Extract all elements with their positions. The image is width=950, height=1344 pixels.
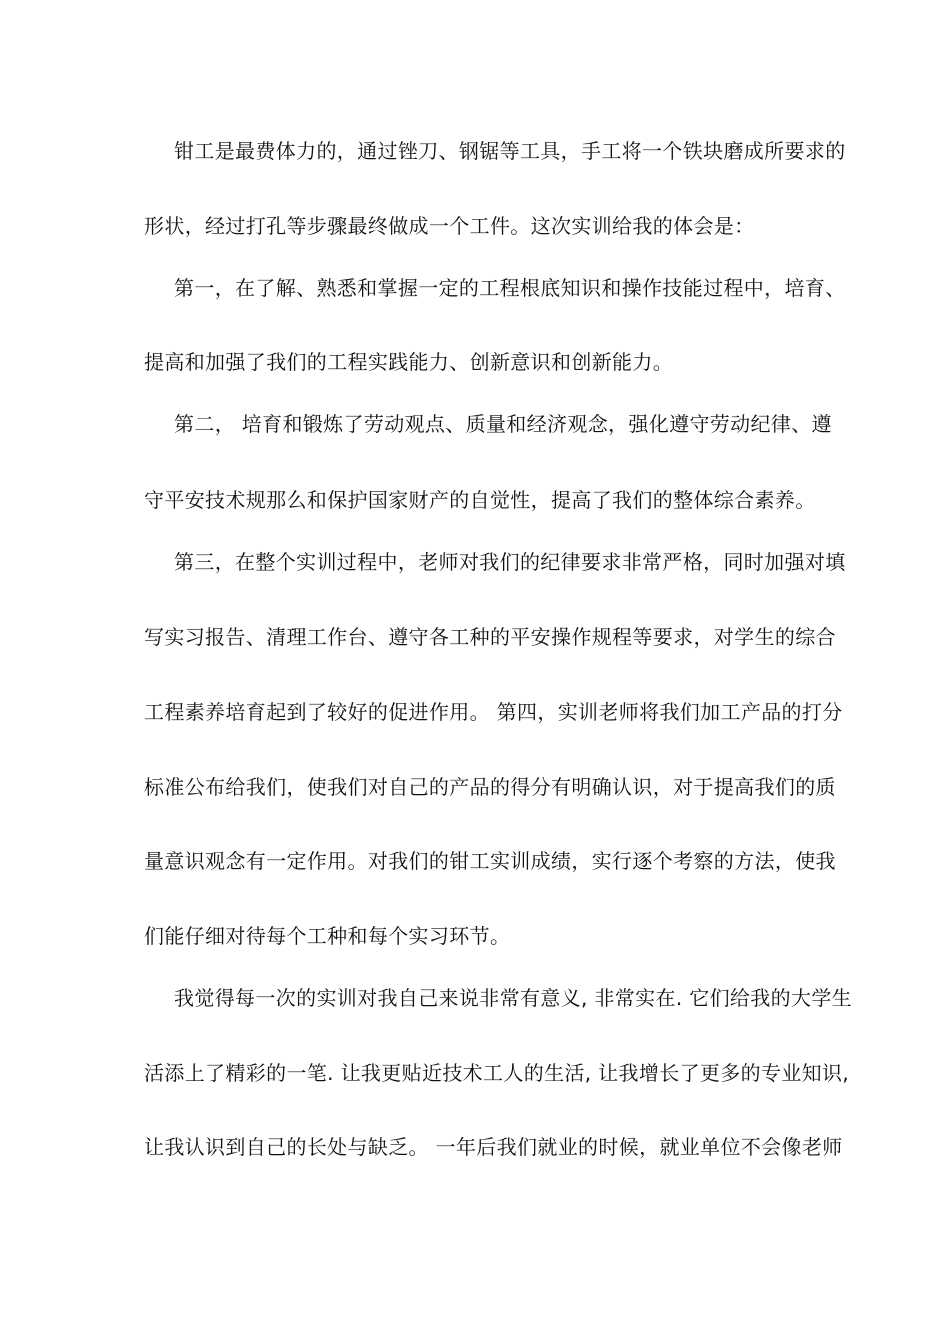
text-line: 活添上了精彩的一笔. 让我更贴近技术工人的生活, 让我增长了更多的专业知识, [144,1061,850,1085]
text-line: 工程素养培育起到了较好的促进作用。 第四，实训老师将我们加工产品的打分 [144,700,843,724]
text-line: 们能仔细对待每个工种和每个实习环节。 [144,924,511,948]
text-line: 我觉得每一次的实训对我自己来说非常有意义, 非常实在. 它们给我的大学生 [174,986,853,1010]
text-line: 标准公布给我们，使我们对自己的产品的得分有明确认识，对于提高我们的质 [144,775,836,799]
text-line: 写实习报告、清理工作台、遵守各工种的平安操作规程等要求，对学生的综合 [144,625,836,649]
text-line: 守平安技术规那么和保护国家财产的自觉性，提高了我们的整体综合素养。 [144,488,816,512]
text-line: 量意识观念有一定作用。对我们的钳工实训成绩，实行逐个考察的方法，使我 [144,849,836,873]
text-line: 形状，经过打孔等步骤最终做成一个工件。这次实训给我的体会是： [144,214,755,238]
text-line: 提高和加强了我们的工程实践能力、创新意识和创新能力。 [144,350,674,374]
text-line: 钳工是最费体力的，通过锉刀、钢锯等工具，手工将一个铁块磨成所要求的 [174,139,846,163]
text-line: 让我认识到自己的长处与缺乏。 一年后我们就业的时候，就业单位不会像老师 [144,1135,843,1159]
text-line: 第二， 培育和锻炼了劳动观点、质量和经济观念，强化遵守劳动纪律、遵 [174,412,832,436]
text-line: 第三，在整个实训过程中，老师对我们的纪律要求非常严格，同时加强对填 [174,550,846,574]
text-line: 第一，在了解、熟悉和掌握一定的工程根底知识和操作技能过程中，培育、 [174,276,846,300]
